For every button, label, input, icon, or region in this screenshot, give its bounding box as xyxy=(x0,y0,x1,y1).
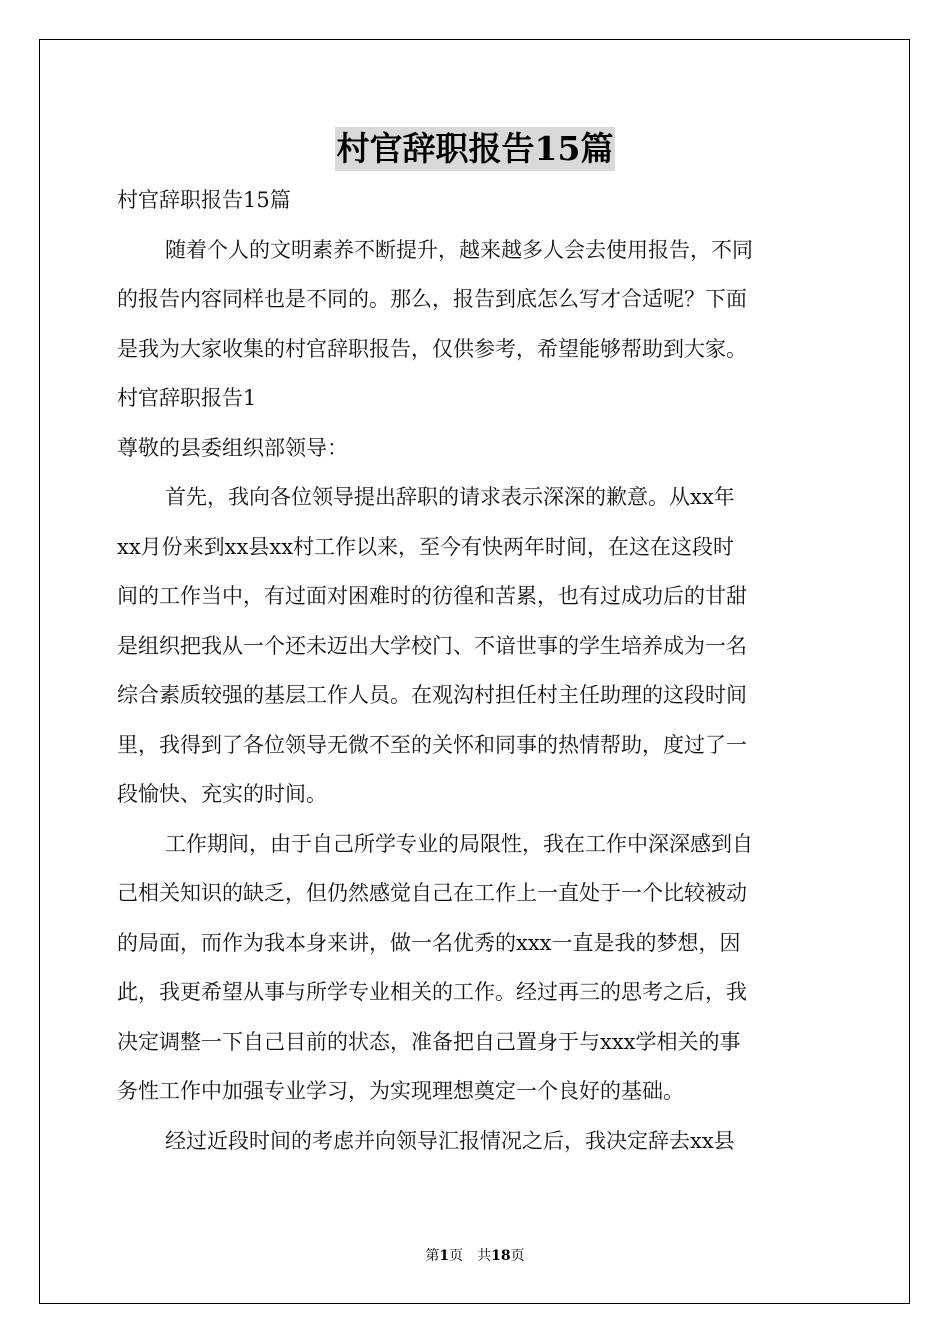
title-container xyxy=(0,127,950,171)
body-line: 决定调整一下自己目前的状态，准备把自己置身于与xxx学相关的事 xyxy=(117,1029,741,1054)
page-footer xyxy=(0,1245,950,1265)
footer-page-prefix: 第 xyxy=(425,1248,440,1264)
footer-page-number: 1 xyxy=(439,1248,450,1264)
body-line: 是我为大家收集的村官辞职报告，仅供参考，希望能够帮助到大家。 xyxy=(117,336,747,361)
body-line: 工作期间，由于自己所学专业的局限性，我在工作中深深感到自 xyxy=(165,831,753,856)
body-line: 村官辞职报告1 xyxy=(117,386,257,410)
body-line: 经过近段时间的考虑并向领导汇报情况之后，我决定辞去xx县 xyxy=(165,1128,735,1153)
body-line: 此，我更希望从事与所学专业相关的工作。经过再三的思考之后，我 xyxy=(117,980,747,1004)
footer-total-suffix: 页 xyxy=(510,1248,525,1264)
body-line: xx月份来到xx县xx村工作以来，至今有快两年时间，在这在这段时 xyxy=(117,534,735,559)
body-line: 综合素质较强的基层工作人员。在观沟村担任村主任助理的这段时间 xyxy=(117,683,747,707)
body-line: 的局面，而作为我本身来讲，做一名优秀的xxx一直是我的梦想，因 xyxy=(117,930,741,955)
body-line: 间的工作当中，有过面对困难时的彷徨和苦累，也有过成功后的甘甜 xyxy=(117,584,747,608)
body-line: 务性工作中加强专业学习，为实现理想奠定一个良好的基础。 xyxy=(117,1079,684,1103)
footer-total-pages: 18 xyxy=(491,1248,511,1264)
body-line: 己相关知识的缺乏，但仍然感觉自己在工作上一直处于一个比较被动 xyxy=(117,881,747,905)
body-line: 的报告内容同样也是不同的。那么，报告到底怎么写才合适呢？下面 xyxy=(117,287,747,311)
footer-page-suffix: 页 xyxy=(449,1248,464,1264)
body-line: 首先，我向各位领导提出辞职的请求表示深深的歉意。从xx年 xyxy=(165,485,735,509)
body-line: 村官辞职报告15篇 xyxy=(117,188,291,212)
footer-total-prefix: 共 xyxy=(477,1248,492,1264)
body-line: 尊敬的县委组织部领导： xyxy=(117,435,348,460)
document-title: 村官辞职报告15篇 xyxy=(335,127,616,171)
body-line: 随着个人的文明素养不断提升，越来越多人会去使用报告，不同 xyxy=(165,237,753,262)
body-line: 段愉快、充实的时间。 xyxy=(117,782,327,806)
body-line: 是组织把我从一个还未迈出大学校门、不谙世事的学生培养成为一名 xyxy=(117,633,747,658)
body-line: 里，我得到了各位领导无微不至的关怀和同事的热情帮助，度过了一 xyxy=(117,732,747,757)
document-body xyxy=(117,176,833,1166)
